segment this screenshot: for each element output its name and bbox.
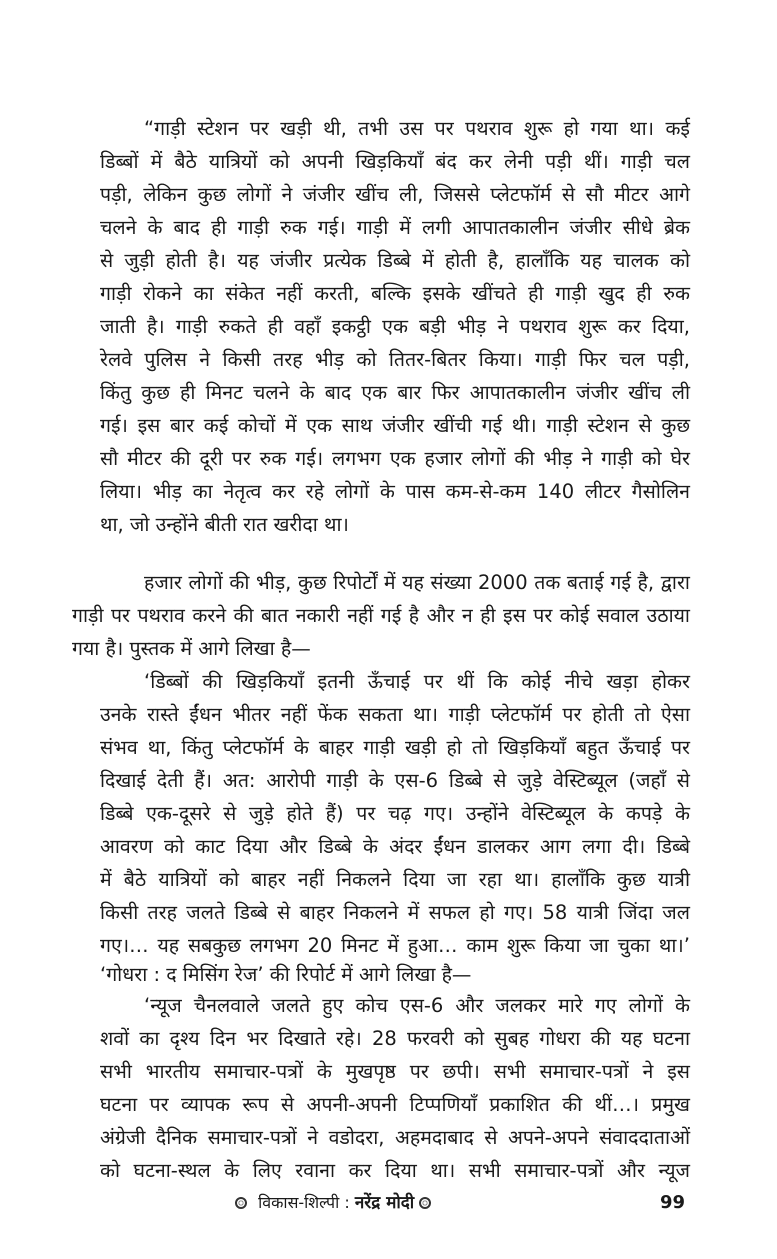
text-line: संभव था, किंतु प्लेटफॉर्म के बाहर गाड़ी खड़ी हो तो खिड़कियाँ बहुत ऊँचाई पर (100, 736, 690, 759)
text-line: किसी तरह जलते डिब्बे से बाहर निकलने में सफल हो गए। 58 यात्री जिंदा जल (100, 901, 690, 924)
text-line: गाड़ी रोकने का संकेत नहीं करती, बल्कि इसके खींचते ही गाड़ी खुद ही रुक (100, 282, 690, 305)
text-line: आवरण को काट दिया और डिब्बे के अंदर ईंधन डालकर आग लगा दी। डिब्बे (100, 835, 690, 858)
text-line: में बैठे यात्रियों को बाहर नहीं निकलने दिया जा रहा था। हालाँकि कुछ यात्री (100, 868, 690, 891)
text-line: सभी भारतीय समाचार-पत्रों के मुखपृष्ठ पर छपी। सभी समाचार-पत्रों ने इस (100, 1060, 690, 1083)
text-line: जाती है। गाड़ी रुकते ही वहाँ इकट्ठी एक बड़ी भीड़ ने पथराव शुरू कर दिया, (100, 315, 690, 338)
flower-ornament-icon (235, 1197, 247, 1209)
text-line: डिब्बे एक-दूसरे से जुड़े होते हैं) पर चढ़ गए। उन्होंने वेस्टिब्यूल के कपड़े के (100, 802, 690, 825)
text-line: घटना पर व्यापक रूप से अपनी-अपनी टिप्पणियाँ प्रकाशित की थीं…। प्रमुख (100, 1093, 690, 1116)
text-line: ‘न्यूज चैनलवाले जलते हुए कोच एस-6 और जलकर मारे गए लोगों के (144, 994, 690, 1017)
text-line: था, जो उन्होंने बीती रात खरीदा था। (100, 513, 349, 536)
text-line: सौ मीटर की दूरी पर रुक गई। लगभग एक हजार लोगों की भीड़ ने गाड़ी को घेर (100, 447, 690, 470)
text-line: को घटना-स्थल के लिए रवाना कर दिया था। सभी समाचार-पत्रों और न्यूज (100, 1159, 690, 1182)
text-line: लिया। भीड़ का नेतृत्व कर रहे लोगों के पास कम-से-कम 140 लीटर गैसोलिन (100, 480, 690, 503)
text-line: ‘डिब्बों की खिड़कियाँ इतनी ऊँचाई पर थीं कि कोई नीचे खड़ा होकर (144, 670, 690, 693)
text-line: गई। इस बार कई कोचों में एक साथ जंजीर खींची गई थी। गाड़ी स्टेशन से कुछ (100, 414, 690, 437)
author-name: नरेंद्र मोदी (354, 1193, 415, 1213)
text-line: दिखाई देती हैं। अत: आरोपी गाड़ी के एस-6 डिब्बे से जुड़े वेस्टिब्यूल (जहाँ से (100, 769, 690, 792)
book-title: विकास-शिल्पी : (258, 1193, 350, 1212)
text-line: गया है। पुस्तक में आगे लिखा है— (72, 637, 311, 660)
text-line: से जुड़ी होती है। यह जंजीर प्रत्येक डिब्बे में होती है, हालाँकि यह चालक को (100, 249, 690, 272)
text-line: अंग्रेजी दैनिक समाचार-पत्रों ने वडोदरा, अहमदाबाद से अपने-अपने संवाददाताओं (100, 1126, 690, 1149)
text-line: हजार लोगों की भीड़, कुछ रिपोर्टों में यह संख्या 2000 तक बताई गई है, द्वारा (144, 571, 690, 594)
text-line: चलने के बाद ही गाड़ी रुक गई। गाड़ी में लगी आपातकालीन जंजीर सीधे ब्रेक (100, 216, 690, 239)
text-line: रेलवे पुलिस ने किसी तरह भीड़ को तितर-बितर किया। गाड़ी फिर चल पड़ी, (100, 348, 690, 371)
text-line: पड़ी, लेकिन कुछ लोगों ने जंजीर खींच ली, जिससे प्लेटफॉर्म से सौ मीटर आगे (100, 183, 690, 206)
page-number: 99 (659, 1192, 685, 1213)
text-line: उनके रास्ते ईंधन भीतर नहीं फेंक सकता था। गाड़ी प्लेटफॉर्म पर होती तो ऐसा (100, 703, 690, 726)
text-line: गए।… यह सबकुछ लगभग 20 मिनट में हुआ… काम शुरू किया जा चुका था।’ (100, 934, 690, 957)
page-footer (235, 1188, 695, 1218)
text-line: शवों का दृश्य दिन भर दिखाते रहे। 28 फरवरी को सुबह गोधरा की यह घटना (100, 1027, 690, 1050)
flower-ornament-icon (419, 1197, 431, 1209)
text-line: “गाड़ी स्टेशन पर खड़ी थी, तभी उस पर पथराव शुरू हो गया था। कई (144, 117, 690, 140)
text-line: किंतु कुछ ही मिनट चलने के बाद एक बार फिर आपातकालीन जंजीर खींच ली (100, 381, 690, 404)
text-line: गाड़ी पर पथराव करने की बात नकारी नहीं गई है और न ही इस पर कोई सवाल उठाया (72, 604, 690, 627)
text-line: डिब्बों में बैठे यात्रियों को अपनी खिड़कियाँ बंद कर लेनी पड़ी थीं। गाड़ी चल (100, 150, 690, 173)
text-line: ‘गोधरा : द मिसिंग रेज’ की रिपोर्ट में आगे लिखा है— (100, 963, 472, 986)
